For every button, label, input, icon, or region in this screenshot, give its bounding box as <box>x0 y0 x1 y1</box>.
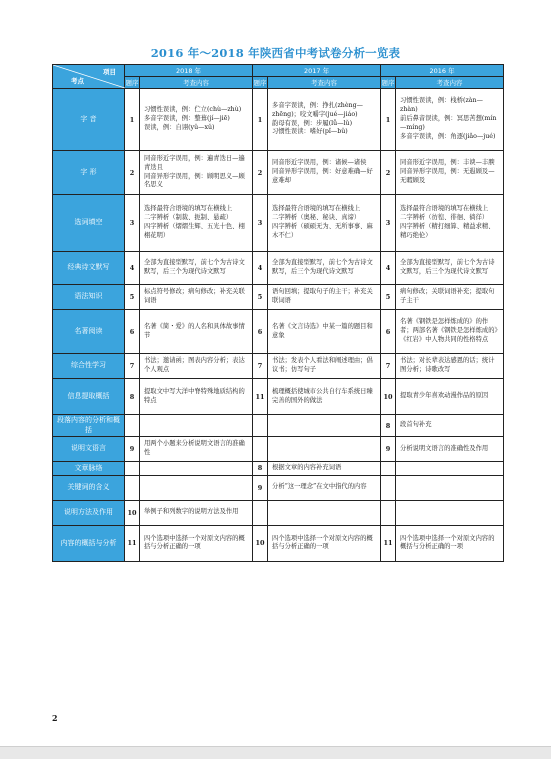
question-number-cell <box>125 475 140 500</box>
question-number-cell <box>381 475 396 500</box>
question-number-cell: 11 <box>125 525 140 561</box>
order-header: 题序 <box>253 77 268 89</box>
content-cell: 四个选项中选择一个对原文内容的概括与分析正确的一项 <box>268 525 381 561</box>
content-cell: 分析说明文语言的准确性及作用 <box>396 437 504 462</box>
content-cell: 同音形近字误用，例：遍青迭日—遍青迭且 同音异形字误用，例：顾明思义—顾名思义 <box>140 151 253 195</box>
question-number-cell: 5 <box>125 285 140 310</box>
year-header-2018: 2018 年 <box>125 65 253 77</box>
content-cell: 根据文章的内容补充词语 <box>268 462 381 476</box>
topic-cell: 语法知识 <box>53 285 125 310</box>
content-cell: 梳理概括使城市公共自行车系统日臻完善的国外的做法 <box>268 379 381 415</box>
question-number-cell: 2 <box>381 151 396 195</box>
content-cell <box>396 462 504 476</box>
question-number-cell: 7 <box>381 354 396 379</box>
table-body <box>53 89 504 562</box>
corner-label-item: 项目 <box>103 68 116 76</box>
content-cell <box>396 500 504 525</box>
content-header: 考查内容 <box>396 77 504 89</box>
topic-cell: 信息提取概括 <box>53 379 125 415</box>
content-cell: 四个选项中选择一个对原文内容的概括与分析正确的一项 <box>396 525 504 561</box>
question-number-cell: 8 <box>381 415 396 437</box>
question-number-cell <box>125 415 140 437</box>
content-cell: 同音形近字误用，例：丰谀—丰腴 同音异形字误用，例：无遐顾及—无暇顾及 <box>396 151 504 195</box>
table-row <box>53 285 504 310</box>
question-number-cell: 5 <box>381 285 396 310</box>
topic-cell: 说明方法及作用 <box>53 500 125 525</box>
topic-cell: 经典诗文默写 <box>53 252 125 285</box>
order-header: 题序 <box>125 77 140 89</box>
table-row <box>53 379 504 415</box>
content-cell: 提取文中写大洋中脊特殊地质结构的特点 <box>140 379 253 415</box>
content-header: 考查内容 <box>268 77 381 89</box>
question-number-cell: 4 <box>125 252 140 285</box>
table-row <box>53 437 504 462</box>
content-cell: 举例子和列数字的说明方法及作用 <box>140 500 253 525</box>
question-number-cell: 1 <box>381 89 396 151</box>
analysis-table <box>52 64 504 562</box>
content-cell: 多音字误读，例：挣扎(zhèng—zhēng)；咬文嚼字(jué—jiáo) 韵母有误，例：步履(lǚ—lǔ) 习惯性误读：嗜好(pǐ—bǔ) <box>268 89 381 151</box>
content-cell: 名著《文言诗选》中某一篇的题目和意象 <box>268 310 381 354</box>
question-number-cell: 3 <box>381 195 396 252</box>
content-cell: 书法；发表个人看法和阐述理由；倡议书；仿写句子 <box>268 354 381 379</box>
question-number-cell: 6 <box>125 310 140 354</box>
year-header-2017: 2017 年 <box>253 65 381 77</box>
question-number-cell: 11 <box>381 525 396 561</box>
content-cell <box>140 415 253 437</box>
question-number-cell: 1 <box>253 89 268 151</box>
content-cell: 书法；对长辈表达感恩的话；统计图分析；诗歌改写 <box>396 354 504 379</box>
question-number-cell: 2 <box>253 151 268 195</box>
question-number-cell: 9 <box>381 437 396 462</box>
question-number-cell: 9 <box>253 475 268 500</box>
question-number-cell <box>253 500 268 525</box>
content-cell <box>268 500 381 525</box>
topic-cell: 字 形 <box>53 151 125 195</box>
table-row <box>53 89 504 151</box>
table-row <box>53 354 504 379</box>
question-number-cell: 2 <box>125 151 140 195</box>
question-number-cell <box>125 462 140 476</box>
table-row <box>53 462 504 476</box>
page-number: 2 <box>52 713 58 723</box>
question-number-cell: 7 <box>253 354 268 379</box>
question-number-cell: 7 <box>125 354 140 379</box>
question-number-cell: 9 <box>125 437 140 462</box>
question-number-cell <box>381 462 396 476</box>
content-cell: 病句修改；关联词语补充；提取句子主干 <box>396 285 504 310</box>
topic-cell: 段落内容的分析和概括 <box>53 415 125 437</box>
content-cell: 用两个小题来分析说明文语言的准确性 <box>140 437 253 462</box>
table-row <box>53 195 504 252</box>
topic-cell: 内容的概括与分析 <box>53 525 125 561</box>
topic-cell: 字 音 <box>53 89 125 151</box>
topic-cell: 选词填空 <box>53 195 125 252</box>
content-cell: 名著《钢铁是怎样炼成的》的作者；两部名著《钢铁是怎样炼成的》《红岩》中人物共同的性格特点 <box>396 310 504 354</box>
question-number-cell: 10 <box>253 525 268 561</box>
bottom-bar <box>0 746 551 759</box>
question-number-cell <box>253 437 268 462</box>
header-corner <box>53 65 125 89</box>
content-cell <box>396 475 504 500</box>
content-cell: 习惯性误读，例：栈桥(zàn—zhàn) 前后鼻音误读，例：冥思苦想(mín—míng) 多音字误读，例：角逐(jiǎo—jué) <box>396 89 504 151</box>
content-cell: 选择最符合语境的填写在横线上 二字辨析（奥秘、秘诀、真谛） 四字辨析（硕硕无为、无所事事、麻木不仁） <box>268 195 381 252</box>
table-row <box>53 525 504 561</box>
question-number-cell: 5 <box>253 285 268 310</box>
table-row <box>53 151 504 195</box>
topic-cell: 文章脉络 <box>53 462 125 476</box>
content-cell: 提取青少年喜欢动漫作品的原因 <box>396 379 504 415</box>
question-number-cell: 4 <box>381 252 396 285</box>
content-cell: 选择最符合语境的填写在横线上 二字辨析（彷徨、徘徊、徜徉） 四字辨析（精打细算、精益求精、精巧绝伦） <box>396 195 504 252</box>
page-title: 2016 年～2018 年陕西省中考试卷分析一览表 <box>150 46 401 60</box>
order-header: 题序 <box>381 77 396 89</box>
question-number-cell <box>381 500 396 525</box>
analysis-table-wrapper <box>52 64 503 562</box>
content-cell: 选择最符合语境的填写在横线上 二字辨析（制裁、扼制、悬疏） 四字辨析（熠熠生辉、五光十色、栩栩花明） <box>140 195 253 252</box>
question-number-cell: 6 <box>381 310 396 354</box>
content-cell: 书法；邀请函；图表内容分析；表达个人观点 <box>140 354 253 379</box>
table-row <box>53 310 504 354</box>
year-header-2016: 2016 年 <box>381 65 504 77</box>
question-number-cell: 4 <box>253 252 268 285</box>
content-cell: 语句回填；提取句子的主干；补充关联词语 <box>268 285 381 310</box>
corner-label-point: 考点 <box>71 77 84 85</box>
content-cell <box>268 415 381 437</box>
question-number-cell: 3 <box>253 195 268 252</box>
content-cell: 标点符号修改；病句修改；补充关联词语 <box>140 285 253 310</box>
content-cell <box>140 475 253 500</box>
content-cell <box>268 437 381 462</box>
question-number-cell: 10 <box>125 500 140 525</box>
content-cell: 同音形近字误用，例：诸候—诸侯 同音异形字误用，例：好意难确—好意难却 <box>268 151 381 195</box>
topic-cell: 说明文语言 <box>53 437 125 462</box>
content-cell: 全部为直接型默写，前七个为古诗文默写，后三个为现代诗文默写 <box>396 252 504 285</box>
table-row <box>53 252 504 285</box>
content-cell <box>140 462 253 476</box>
topic-cell: 名著阅读 <box>53 310 125 354</box>
content-cell: 分析“这一理念”在文中指代的内容 <box>268 475 381 500</box>
topic-cell: 综合性学习 <box>53 354 125 379</box>
content-header: 考查内容 <box>140 77 253 89</box>
question-number-cell: 8 <box>125 379 140 415</box>
question-number-cell: 3 <box>125 195 140 252</box>
content-cell: 全部为直接型默写，前七个为古诗文默写，后三个为现代诗文默写 <box>140 252 253 285</box>
question-number-cell: 1 <box>125 89 140 151</box>
question-number-cell: 11 <box>253 379 268 415</box>
question-number-cell: 6 <box>253 310 268 354</box>
content-cell: 四个选项中选择一个对原文内容的概括与分析正确的一项 <box>140 525 253 561</box>
content-cell: 段首句补充 <box>396 415 504 437</box>
question-number-cell <box>253 415 268 437</box>
question-number-cell: 10 <box>381 379 396 415</box>
table-row <box>53 500 504 525</box>
question-number-cell: 8 <box>253 462 268 476</box>
table-row <box>53 475 504 500</box>
content-cell: 习惯性误读，例：伫立(chù—zhù) 多音字误读，例：整葺(jí—jiē) 误读，例：自诩(yǔ—xǔ) <box>140 89 253 151</box>
table-row <box>53 415 504 437</box>
content-cell: 全部为直接型默写，前七个为古诗文默写，后三个为现代诗文默写 <box>268 252 381 285</box>
content-cell: 名著《简・爱》的人名和具体故事情节 <box>140 310 253 354</box>
topic-cell: 关键词的含义 <box>53 475 125 500</box>
